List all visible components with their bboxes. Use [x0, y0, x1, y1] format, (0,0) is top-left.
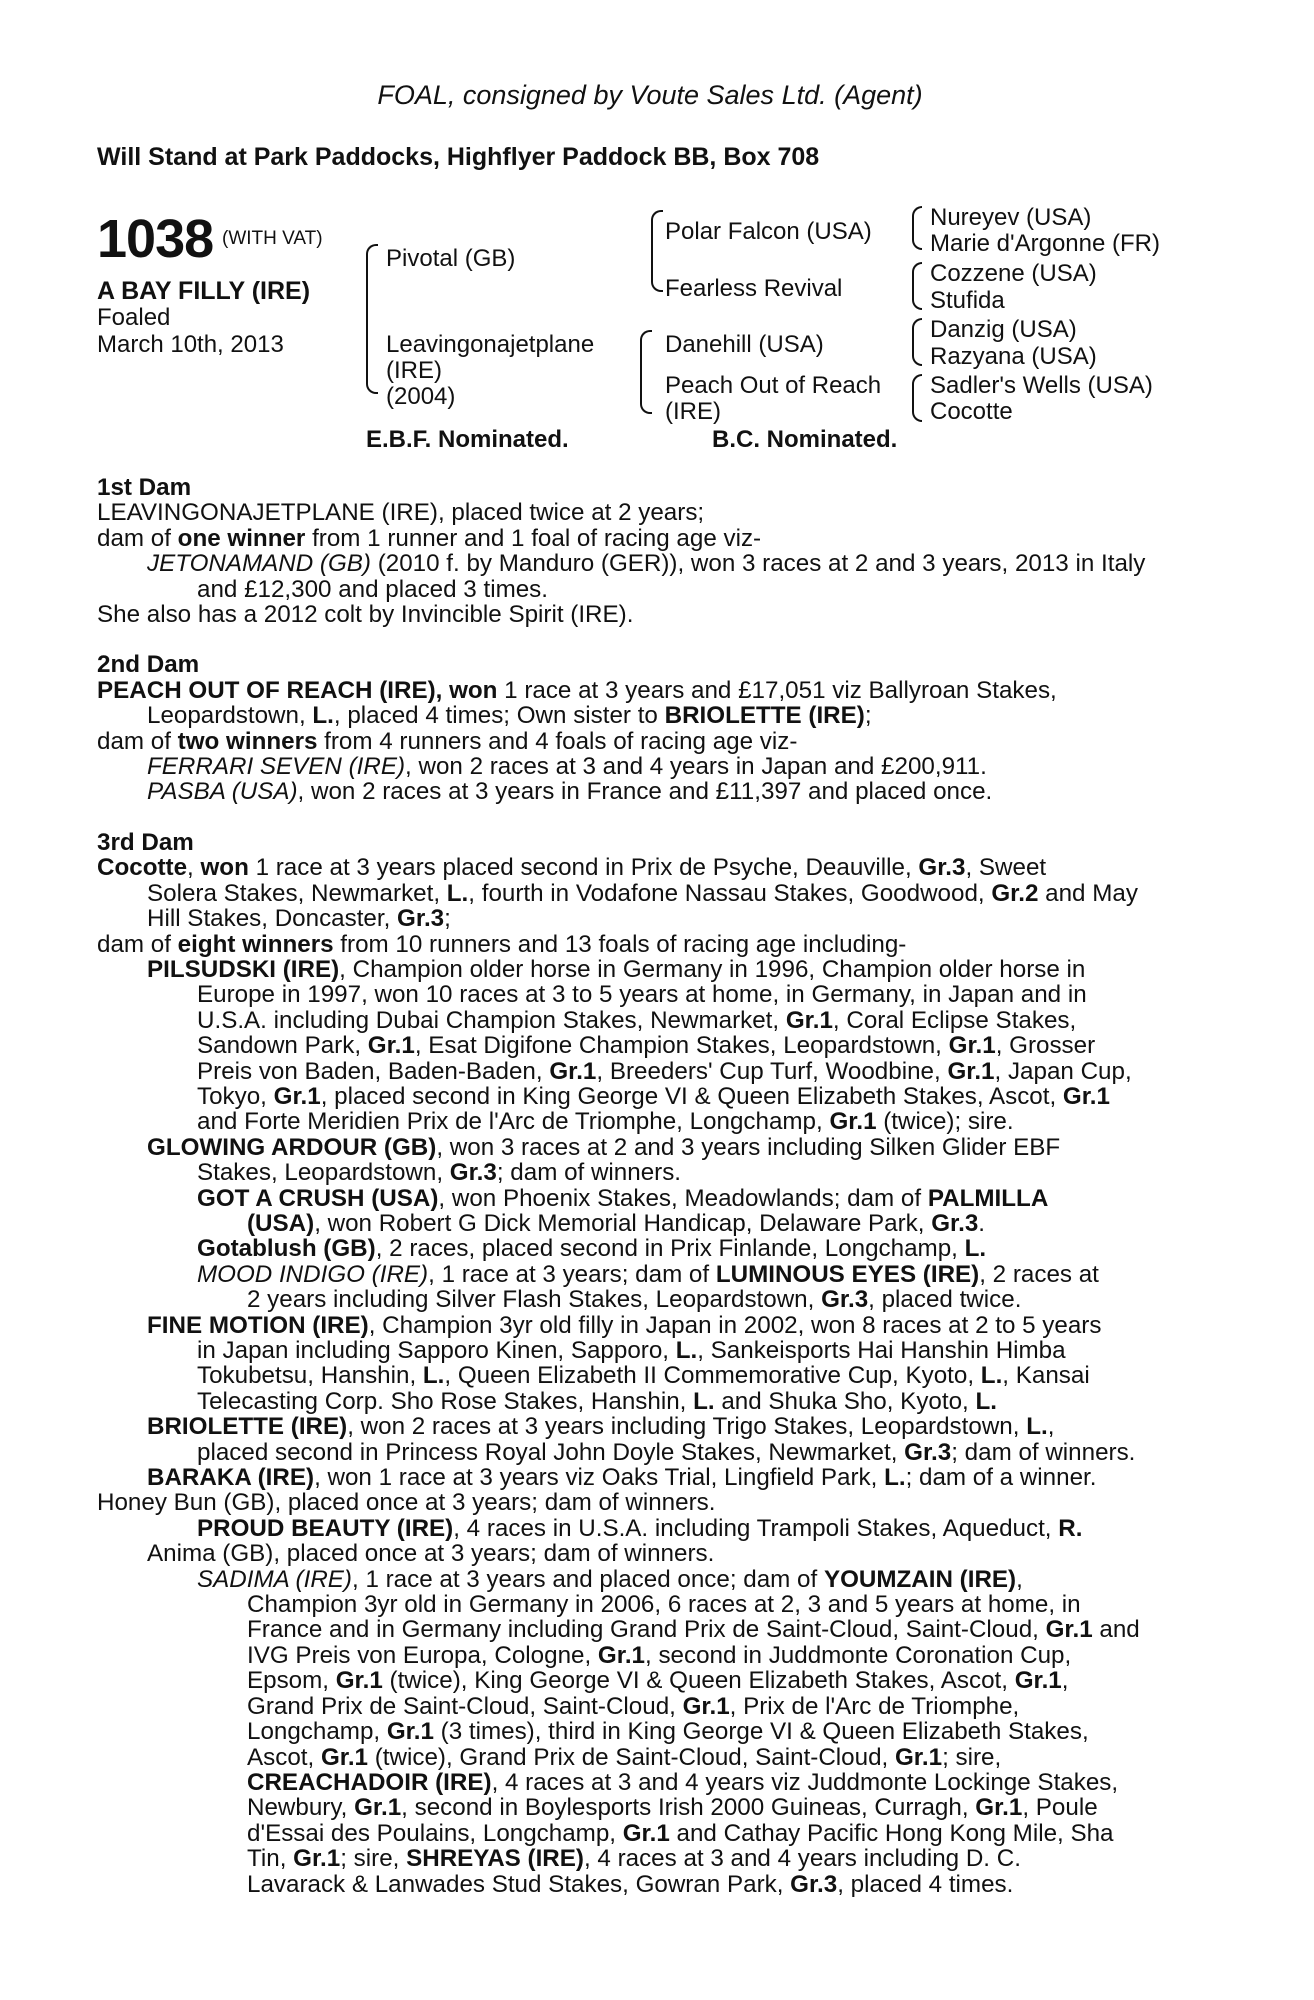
- dam3-line: BRIOLETTE (IRE), won 2 races at 3 years including Trigo Stakes, Leopardstown, L.,: [147, 1413, 1055, 1441]
- ped-g2: Marie d'Argonne (FR): [930, 230, 1160, 257]
- brace-g3: [912, 318, 922, 366]
- dam3-line: Longchamp, Gr.1 (3 times), third in King George VI & Queen Elizabeth Stakes,: [247, 1718, 1089, 1746]
- dam1-line: LEAVINGONAJETPLANE (IRE), placed twice at 2 years;: [97, 499, 705, 527]
- brace-g2: [912, 262, 922, 310]
- dam3-line: Anima (GB), placed once at 3 years; dam of winners.: [147, 1540, 715, 1568]
- dam3-line: Solera Stakes, Newmarket, L., fourth in Vodafone Nassau Stakes, Goodwood, Gr.2 and May: [147, 879, 1138, 907]
- dam3-line: Gotablush (GB), 2 races, placed second in Prix Finlande, Longchamp, L.: [197, 1235, 987, 1263]
- dam3-line: Tin, Gr.1; sire, SHREYAS (IRE), 4 races at 3 and 4 years including D. C.: [247, 1845, 1021, 1873]
- dam1-line: She also has a 2012 colt by Invincible Spirit (IRE).: [97, 601, 634, 629]
- dam3-line: France and in Germany including Grand Prix de Saint-Cloud, Saint-Cloud, Gr.1 and: [247, 1616, 1140, 1644]
- brace-g1: [912, 206, 922, 250]
- ped-dam-year: (2004): [386, 383, 456, 410]
- dam3-line: Preis von Baden, Baden-Baden, Gr.1, Breeders' Cup Turf, Woodbine, Gr.1, Japan Cup,: [197, 1057, 1132, 1085]
- dam3-line: CREACHADOIR (IRE), 4 races at 3 and 4 years viz Juddmonte Lockinge Stakes,: [247, 1768, 1119, 1796]
- dam3-line: GOT A CRUSH (USA), won Phoenix Stakes, Meadowlands; dam of PALMILLA: [197, 1184, 1049, 1212]
- dam3-line: Grand Prix de Saint-Cloud, Saint-Cloud, Gr.1, Prix de l'Arc de Triomphe,: [247, 1692, 1020, 1720]
- ped-sire-dam: Fearless Revival: [665, 275, 843, 302]
- ped-sire-sire: Polar Falcon (USA): [665, 218, 872, 245]
- dam3-line: FINE MOTION (IRE), Champion 3yr old filly in Japan in 2002, won 8 races at 2 to 5 years: [147, 1311, 1102, 1339]
- ped-g4: Stufida: [930, 287, 1005, 314]
- consignment-line: FOAL, consigned by Voute Sales Ltd. (Agent): [377, 80, 923, 110]
- ped-g1: Nureyev (USA): [930, 204, 1092, 231]
- ped-sire: Pivotal (GB): [386, 245, 516, 272]
- stand-location: Will Stand at Park Paddocks, Highflyer Paddock BB, Box 708: [97, 143, 820, 171]
- ped-g5: Danzig (USA): [930, 316, 1077, 343]
- dam2-line: PEACH OUT OF REACH (IRE), won 1 race at 3 years and £17,051 viz Ballyroan Stakes,: [97, 676, 1057, 704]
- dam1-heading: 1st Dam: [97, 474, 192, 501]
- dam3-line: Newbury, Gr.1, second in Boylesports Irish 2000 Guineas, Curragh, Gr.1, Poule: [247, 1794, 1098, 1822]
- dam3-line: and Forte Meridien Prix de l'Arc de Triomphe, Longchamp, Gr.1 (twice); sire.: [197, 1108, 1014, 1136]
- foaled-label: Foaled: [97, 304, 171, 331]
- dam3-line: Telecasting Corp. Sho Rose Stakes, Hanshin, L. and Shuka Sho, Kyoto, L.: [197, 1387, 997, 1415]
- dam3-line: (USA), won Robert G Dick Memorial Handicap, Delaware Park, Gr.3.: [247, 1209, 986, 1237]
- dam3-line: Sandown Park, Gr.1, Esat Digifone Champion Stakes, Leopardstown, Gr.1, Grosser: [197, 1032, 1096, 1060]
- brace-sire: [651, 210, 663, 292]
- ped-g7: Sadler's Wells (USA): [930, 372, 1153, 399]
- dam2-line: PASBA (USA), won 2 races at 3 years in France and £11,397 and placed once.: [147, 778, 993, 806]
- dam3-heading: 3rd Dam: [97, 828, 194, 856]
- dam2-line: Leopardstown, L., placed 4 times; Own sister to BRIOLETTE (IRE);: [147, 702, 872, 730]
- dam3-line: Hill Stakes, Doncaster, Gr.3;: [147, 905, 451, 933]
- foaled-date: March 10th, 2013: [97, 331, 284, 358]
- dam3-line: in Japan including Sapporo Kinen, Sapporo, L., Sankeisports Hai Hanshin Himba: [197, 1337, 1066, 1364]
- dam3-line: IVG Preis von Europa, Cologne, Gr.1, second in Juddmonte Coronation Cup,: [247, 1641, 1072, 1669]
- dam3-line: Champion 3yr old in Germany in 2006, 6 races at 2, 3 and 5 years at home, in: [247, 1591, 1081, 1619]
- bc-nominated: B.C. Nominated.: [712, 426, 898, 453]
- ped-g8: Cocotte: [930, 398, 1013, 425]
- brace-g4: [912, 374, 922, 422]
- dam3-line: U.S.A. including Dubai Champion Stakes, Newmarket, Gr.1, Coral Eclipse Stakes,: [197, 1006, 1077, 1034]
- dam3-line: Ascot, Gr.1 (twice), Grand Prix de Saint-Cloud, Saint-Cloud, Gr.1; sire,: [247, 1743, 1002, 1771]
- dam3-line: dam of eight winners from 10 runners and 13 foals of racing age including-: [97, 930, 907, 958]
- dam3-line: d'Essai des Poulains, Longchamp, Gr.1 and Cathay Pacific Hong Kong Mile, Sha: [247, 1819, 1114, 1847]
- ped-dam-country: (IRE): [386, 357, 442, 384]
- ped-dam: Leavingonajetplane: [386, 331, 595, 358]
- dam1-line: JETONAMAND (GB) (2010 f. by Manduro (GER)), won 3 races at 2 and 3 years, 2013 in Italy: [147, 550, 1146, 578]
- vat-label: (WITH VAT): [222, 228, 323, 249]
- dam1-line: and £12,300 and placed 3 times.: [197, 575, 548, 603]
- dam3-line: SADIMA (IRE), 1 race at 3 years and placed once; dam of YOUMZAIN (IRE),: [197, 1565, 1023, 1593]
- brace-dam: [640, 330, 652, 414]
- dam3-line: Honey Bun (GB), placed once at 3 years; dam of winners.: [97, 1489, 716, 1517]
- dam3-line: Tokyo, Gr.1, placed second in King George VI & Queen Elizabeth Stakes, Ascot, Gr.1: [197, 1082, 1110, 1110]
- dam2-heading: 2nd Dam: [97, 651, 200, 679]
- dam1-line: dam of one winner from 1 runner and 1 foal of racing age viz-: [97, 524, 762, 552]
- dam2-line: dam of two winners from 4 runners and 4 foals of racing age viz-: [97, 727, 798, 755]
- dam3-line: Tokubetsu, Hanshin, L., Queen Elizabeth II Commemorative Cup, Kyoto, L., Kansai: [197, 1362, 1090, 1390]
- ped-g3: Cozzene (USA): [930, 260, 1097, 287]
- dam3-line: Lavarack & Lanwades Stud Stakes, Gowran Park, Gr.3, placed 4 times.: [247, 1870, 1014, 1898]
- dam3-line: Cocotte, won 1 race at 3 years placed second in Prix de Psyche, Deauville, Gr.3, Sweet: [97, 854, 1047, 882]
- ped-dam-dam: Peach Out of Reach: [665, 372, 882, 399]
- horse-name: A BAY FILLY (IRE): [97, 277, 311, 305]
- ebf-nominated: E.B.F. Nominated.: [366, 426, 569, 453]
- dam2-line: FERRARI SEVEN (IRE), won 2 races at 3 and 4 years in Japan and £200,911.: [147, 753, 987, 781]
- brace-main: [366, 244, 378, 394]
- dam3-line: Epsom, Gr.1 (twice), King George VI & Queen Elizabeth Stakes, Ascot, Gr.1,: [247, 1667, 1069, 1695]
- ped-dam-dam-country: (IRE): [665, 398, 721, 425]
- dam3-line: Stakes, Leopardstown, Gr.3; dam of winners.: [197, 1159, 682, 1187]
- dam3-line: Europe in 1997, won 10 races at 3 to 5 years at home, in Germany, in Japan and in: [197, 981, 1087, 1009]
- dam3-line: PILSUDSKI (IRE), Champion older horse in Germany in 1996, Champion older horse in: [147, 955, 1086, 983]
- dam3-line: PROUD BEAUTY (IRE), 4 races in U.S.A. including Trampoli Stakes, Aqueduct, R.: [197, 1514, 1083, 1542]
- family-section: [97, 475, 1207, 1897]
- lot-number: 1038: [97, 209, 214, 269]
- dam3-line: 2 years including Silver Flash Stakes, Leopardstown, Gr.3, placed twice.: [247, 1286, 1022, 1314]
- dam3-line: GLOWING ARDOUR (GB), won 3 races at 2 and 3 years including Silken Glider EBF: [147, 1133, 1061, 1161]
- ped-g6: Razyana (USA): [930, 343, 1097, 370]
- dam3-line: placed second in Princess Royal John Doyle Stakes, Newmarket, Gr.3; dam of winners.: [197, 1438, 1136, 1466]
- dam3-line: MOOD INDIGO (IRE), 1 race at 3 years; dam of LUMINOUS EYES (IRE), 2 races at: [197, 1260, 1099, 1288]
- ped-dam-sire: Danehill (USA): [665, 331, 824, 358]
- dam3-line: BARAKA (IRE), won 1 race at 3 years viz Oaks Trial, Lingfield Park, L.; dam of a winner.: [147, 1464, 1097, 1492]
